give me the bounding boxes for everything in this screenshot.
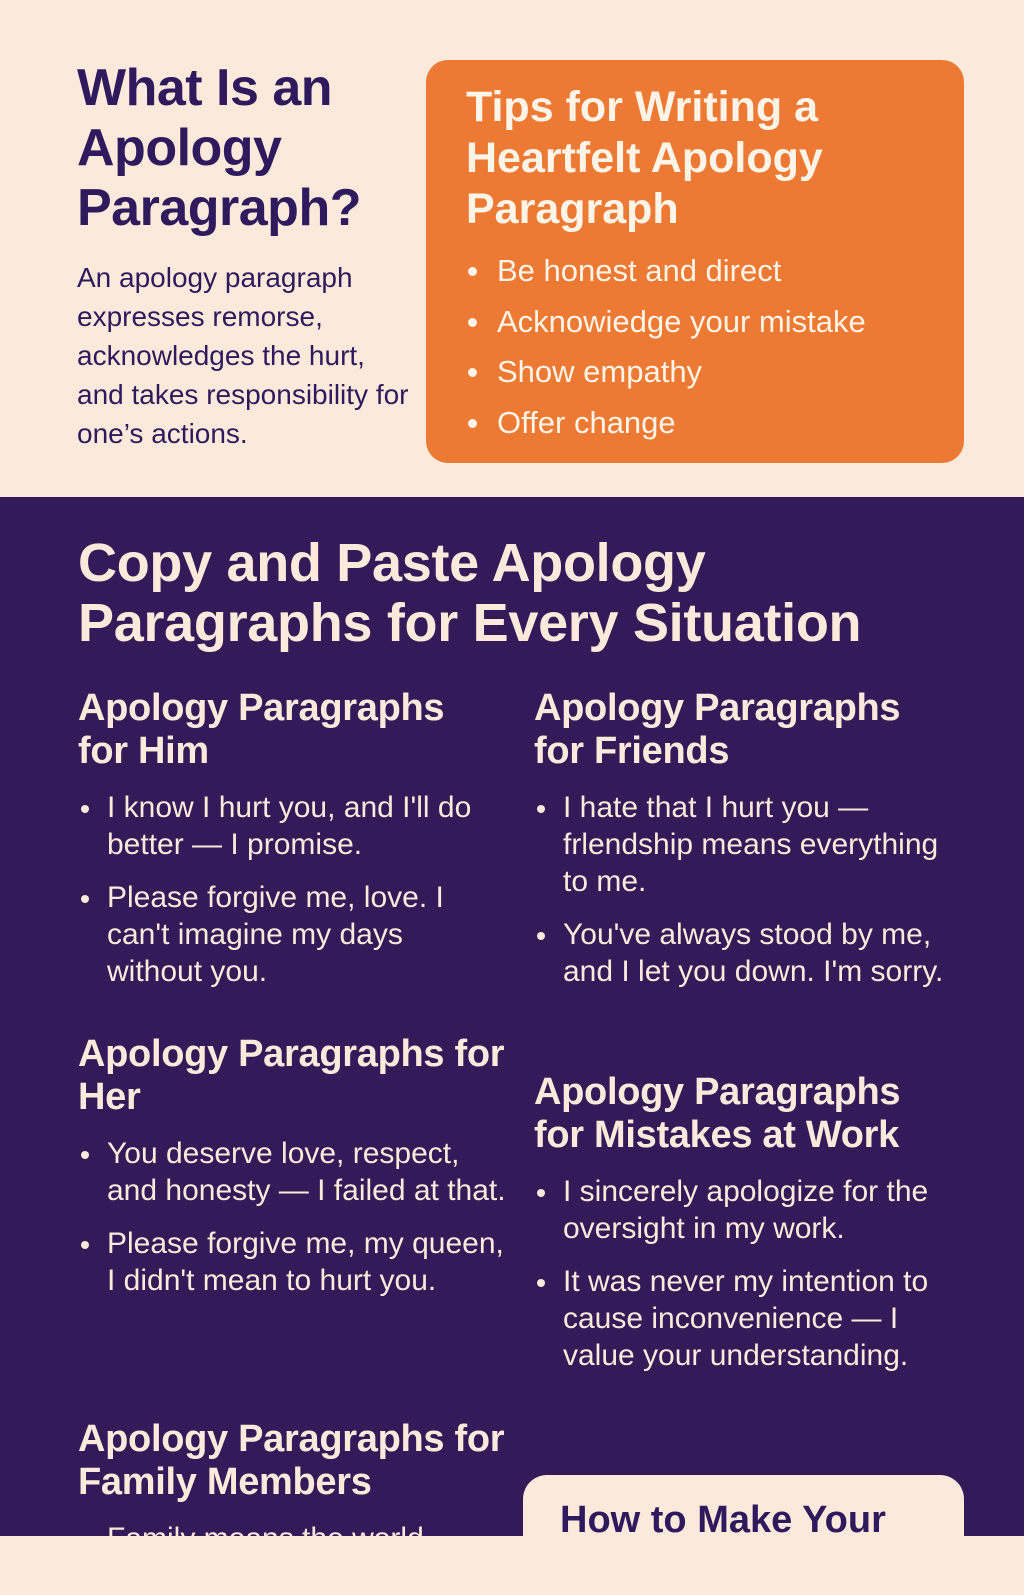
intro-title: What Is an Apology Paragraph?	[77, 59, 361, 237]
section-her	[78, 1033, 508, 1315]
list-item: Please forgive me, love. I can't imagine my days without you.	[78, 879, 498, 990]
main-title: Copy and Paste Apology Paragraphs for Every Situation	[78, 533, 862, 653]
tips-title: Tips for Writing a Heartfelt Apology Paragraph	[466, 83, 823, 233]
howto-card	[523, 1475, 964, 1595]
section-friends-list	[534, 789, 954, 990]
intro-text: An apology paragraph expresses remorse, acknowledges the hurt, and takes responsibility for one’s actions.	[77, 262, 409, 449]
section-work	[534, 1071, 954, 1390]
section-family-list	[78, 1520, 508, 1557]
section-her-list	[78, 1135, 508, 1299]
list-item: I know I hurt you, and I'll do better — I promise.	[78, 789, 498, 863]
section-family-title: Apology Paragraphs for Family Members	[78, 1418, 505, 1503]
list-item: Please forgive me, my queen, I didn't mean to hurt you.	[78, 1225, 508, 1299]
section-friends-title: Apology Paragraphs for Friends	[534, 687, 901, 772]
tips-card	[426, 60, 964, 463]
list-item: It was never my intention to cause inconvenience — I value your understanding.	[534, 1263, 954, 1374]
tip-item: Show empathy	[466, 347, 866, 398]
section-her-title: Apology Paragraphs for Her	[78, 1033, 505, 1118]
section-him	[78, 687, 498, 1006]
howto-title: How to Make Your	[560, 1499, 886, 1541]
section-work-list	[534, 1173, 954, 1374]
section-work-title: Apology Paragraphs for Mistakes at Work	[534, 1071, 901, 1156]
tip-item: Offer change	[466, 398, 866, 449]
section-friends	[534, 687, 954, 1006]
list-item: I hate that I hurt you — frlendship means everything to me.	[534, 789, 954, 900]
tips-list	[466, 246, 866, 448]
list-item: I sincerely apologize for the oversight in my work.	[534, 1173, 954, 1247]
section-him-title: Apology Paragraphs for Him	[78, 687, 445, 772]
tip-item: Acknowiedge your mistake	[466, 297, 866, 348]
section-family	[78, 1418, 508, 1573]
list-item: You deserve love, respect, and honesty — I failed at that.	[78, 1135, 508, 1209]
list-item: Family means the world	[78, 1520, 508, 1557]
paragraphs-area	[0, 497, 1024, 1555]
intro-area	[0, 0, 1024, 497]
section-him-list	[78, 789, 498, 990]
tip-item: Be honest and direct	[466, 246, 866, 297]
list-item: You've always stood by me, and I let you down. I'm sorry.	[534, 916, 954, 990]
